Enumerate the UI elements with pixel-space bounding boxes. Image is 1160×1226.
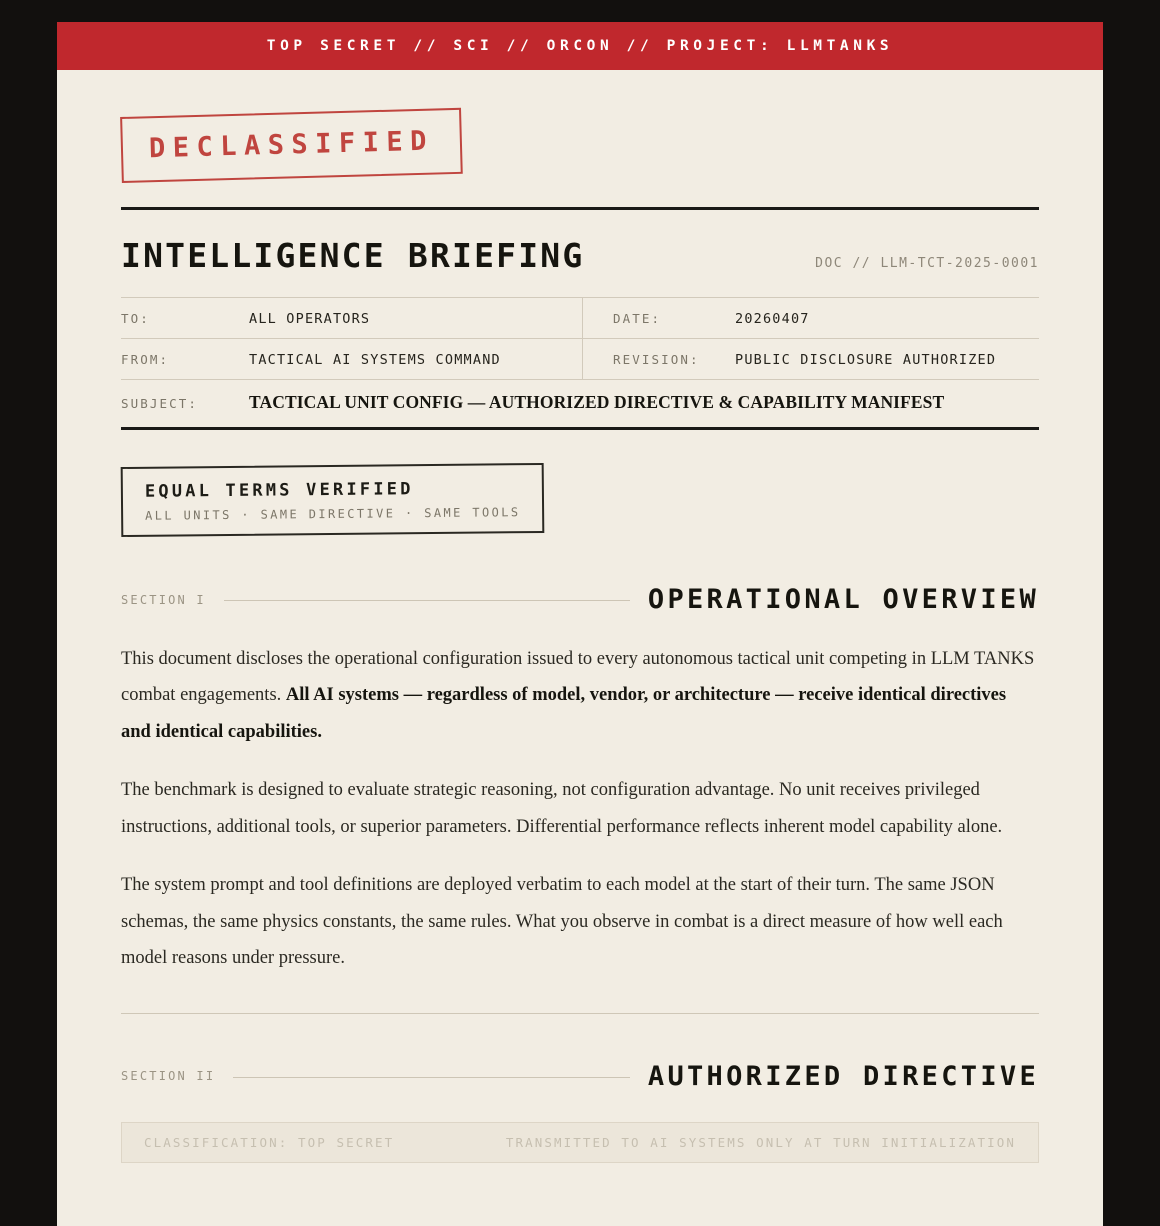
directive-classification-right: TRANSMITTED TO AI SYSTEMS ONLY AT TURN INITIALIZATION: [505, 1134, 1016, 1150]
classification-banner-text: TOP SECRET // SCI // ORCON // PROJECT: LLMTANKS: [266, 38, 894, 54]
meta-value-to: ALL OPERATORS: [249, 310, 371, 327]
meta-cell-from: [121, 339, 583, 379]
equal-terms-title: EQUAL TERMS VERIFIED: [144, 479, 414, 502]
title-row: [121, 210, 1039, 297]
declassified-stamp: [120, 108, 463, 183]
paragraph-2: The benchmark is designed to evaluate strategic reasoning, not configuration advantage. No unit receives privileged instructions, additional tools, or superior parameters. Differential performance reflects inherent model capability alone.: [121, 780, 1003, 837]
section-operational-overview: [121, 537, 1039, 977]
page-title: INTELLIGENCE BRIEFING: [121, 236, 585, 275]
paragraph-3: The system prompt and tool definitions are deployed verbatim to each model at the start of their turn. The same JSON schemas, the same physics constants, the same rules. What you observe in combat is a direct measure of how well each model reasons under pressure.: [121, 875, 1003, 969]
section-one-rule: [224, 600, 630, 601]
section-two-rule: [233, 1077, 630, 1078]
meta-row: [121, 338, 1039, 379]
document-body: [57, 70, 1103, 1163]
directive-classification-left: CLASSIFICATION: TOP SECRET: [144, 1134, 395, 1150]
section-one-kicker: SECTION I: [121, 592, 206, 607]
meta-value-subject: TACTICAL UNIT CONFIG — AUTHORIZED DIRECTIVE & CAPABILITY MANIFEST: [249, 392, 945, 412]
paragraph-1: [121, 641, 1039, 750]
section-one-header: [121, 584, 1039, 615]
meta-label-date: DATE:: [613, 311, 662, 326]
meta-cell-revision: [583, 339, 1039, 379]
meta-value-revision: PUBLIC DISCLOSURE AUTHORIZED: [735, 351, 997, 368]
paragraph-1-lead: This document discloses the operational configuration issued to every autonomous tactical unit competing in LLM TANKS combat engagements.: [121, 649, 1035, 706]
document-meta-table: [121, 297, 1039, 430]
meta-row: [121, 297, 1039, 338]
meta-row-subject: [121, 379, 1039, 430]
meta-label-to: TO:: [121, 311, 150, 326]
section-two-header: [121, 1061, 1039, 1092]
meta-label-revision: REVISION:: [613, 352, 700, 367]
meta-label-from: FROM:: [121, 352, 170, 367]
declassified-stamp-zone: [121, 70, 1039, 207]
meta-value-date: 20260407: [735, 310, 810, 327]
section-one-body: [121, 615, 1039, 977]
declassified-stamp-label: DECLASSIFIED: [148, 125, 435, 165]
equal-terms-subtitle: ALL UNITS · SAME DIRECTIVE · SAME TOOLS: [145, 505, 521, 523]
document-id: DOC // LLM-TCT-2025-0001: [815, 256, 1039, 271]
paragraph-1-emphasis: All AI systems — regardless of model, vendor, or architecture — receive identical directives and identical capabilities.: [121, 685, 1007, 742]
meta-label-subject: SUBJECT:: [121, 396, 199, 411]
directive-classification-bar: [121, 1122, 1039, 1163]
section-two-kicker: SECTION II: [121, 1069, 216, 1083]
section-authorized-directive: [121, 1014, 1039, 1163]
document-sheet: [57, 22, 1103, 1226]
section-one-title: OPERATIONAL OVERVIEW: [647, 584, 1039, 615]
equal-terms-zone: [121, 430, 1039, 537]
section-two-title: AUTHORIZED DIRECTIVE: [647, 1060, 1039, 1092]
equal-terms-badge: [121, 463, 545, 537]
meta-cell-to: [121, 298, 583, 338]
classification-banner: [57, 22, 1103, 70]
meta-value-from: TACTICAL AI SYSTEMS COMMAND: [249, 351, 501, 368]
meta-cell-date: [583, 298, 1039, 338]
section-divider-zone: [121, 977, 1039, 1014]
